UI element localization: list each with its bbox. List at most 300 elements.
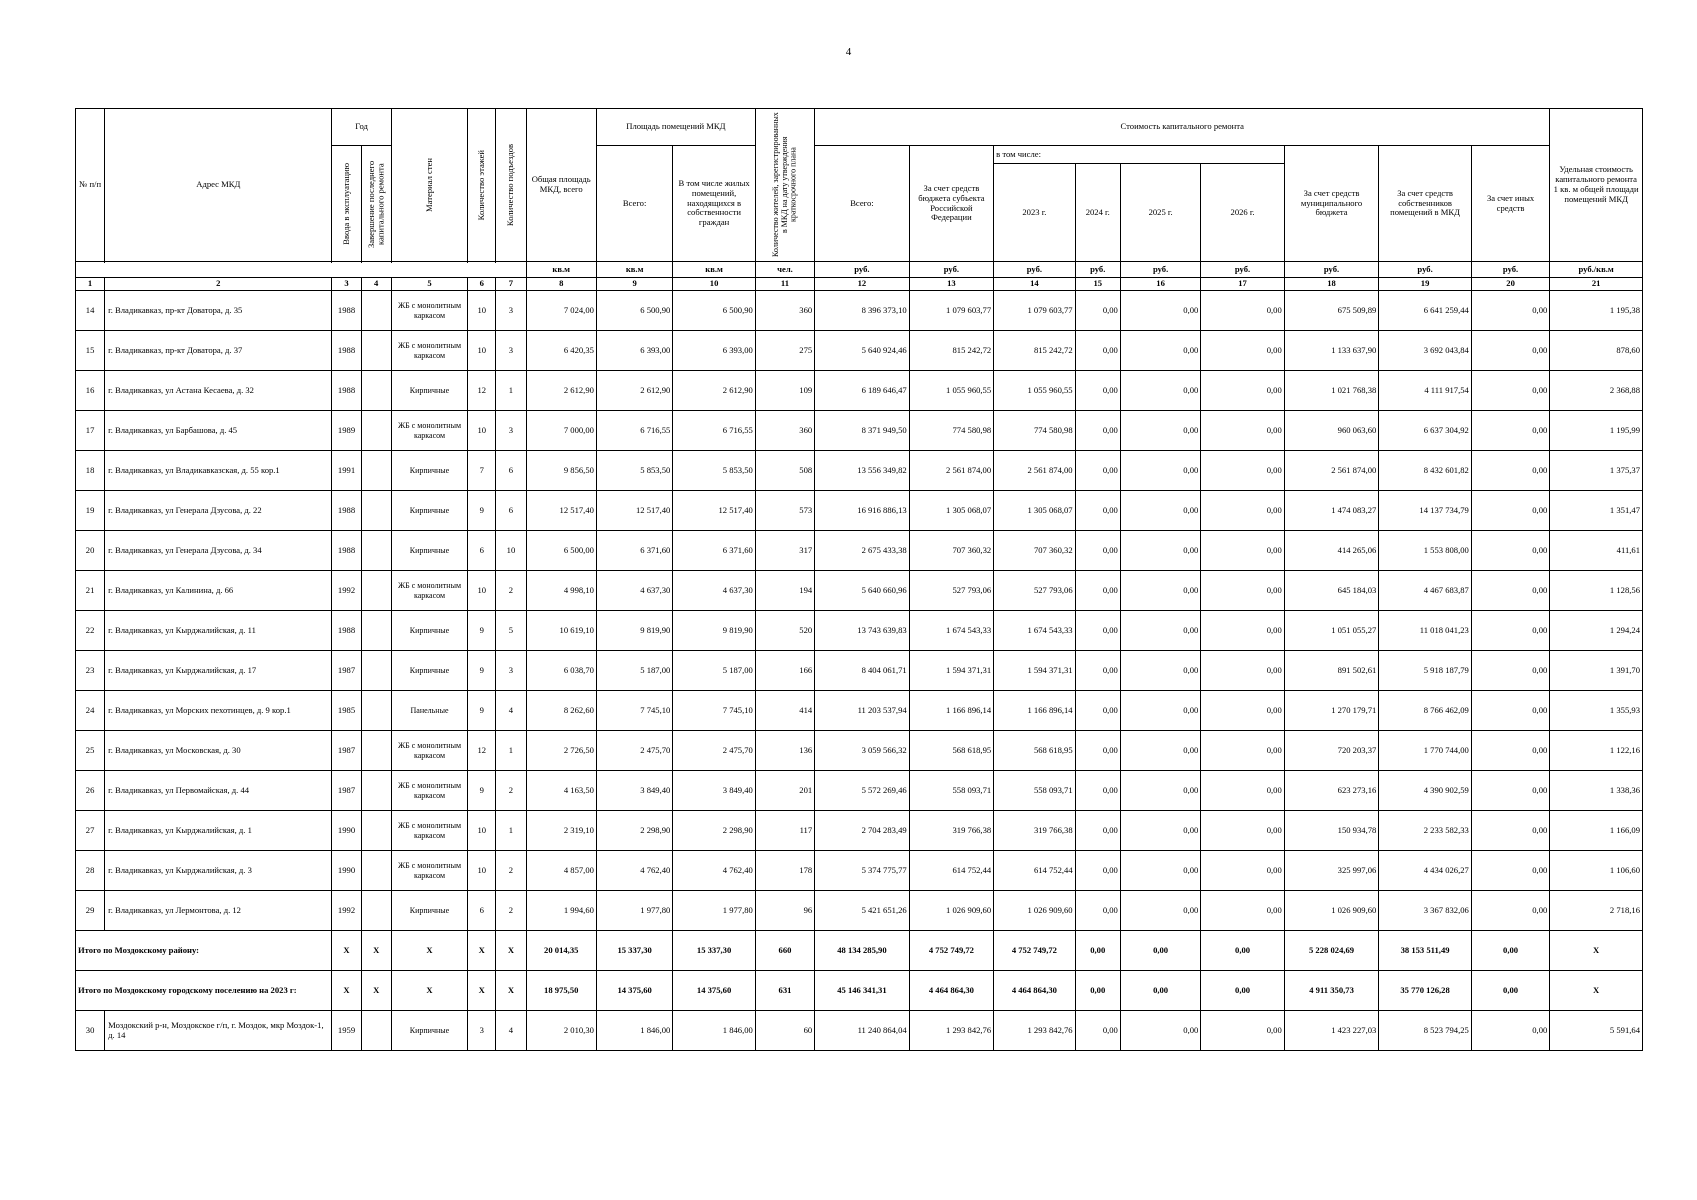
cell-entrances: 6 [496,451,526,491]
cell-other: 0,00 [1471,571,1549,611]
cell-cost-total: 2 704 283,49 [815,811,910,851]
cell-other: 0,00 [1471,771,1549,811]
col-header-floors: Количество этажей [476,149,487,221]
cell-floors: 9 [468,491,496,531]
cell-entrances: 2 [496,771,526,811]
cell-total-area: 10 619,10 [526,611,596,651]
cell-other: 0,00 [1471,371,1549,411]
cell-c2026: 0,00 [1201,891,1284,931]
col-header-year-commission: Ввода в эксплуатацию [340,162,351,245]
cell-owners: 6 641 259,44 [1379,291,1472,331]
total-cell-cost-total: 48 134 285,90 [815,931,910,971]
cell-cost-regional: 1 293 842,76 [909,1011,993,1051]
col-header-including: в том числе: [994,146,1285,164]
unit-cell: руб./кв.м [1550,262,1643,278]
cell-floors: 10 [468,411,496,451]
total-cell-c2024: 0,00 [1075,931,1120,971]
cell-floors: 7 [468,451,496,491]
total-cell-material: X [391,971,467,1011]
cell-municipal: 325 997,06 [1284,851,1379,891]
cell-c2026: 0,00 [1201,491,1284,531]
cell-area-res: 5 853,50 [673,451,755,491]
cell-total-area: 6 500,00 [526,531,596,571]
cell-area-total: 6 393,00 [596,331,672,371]
column-number-cell: 5 [391,278,467,291]
cell-material: ЖБ с монолитным каркасом [391,411,467,451]
cell-c2025: 0,00 [1120,291,1200,331]
cell-total-area: 12 517,40 [526,491,596,531]
cell-area-total: 6 716,55 [596,411,672,451]
column-number-cell: 7 [496,278,526,291]
cell-area-res: 2 612,90 [673,371,755,411]
cell-area-total: 5 853,50 [596,451,672,491]
cell-address: г. Владикавказ, ул Генерала Дзусова, д. 34 [105,531,332,571]
cell-no: 19 [76,491,105,531]
cell-address: г. Владикавказ, ул Калинина, д. 66 [105,571,332,611]
cell-entrances: 3 [496,331,526,371]
cell-no: 30 [76,1011,105,1051]
cell-unit: 5 591,64 [1550,1011,1643,1051]
total-cell-entrances: X [496,971,526,1011]
cell-residents: 96 [755,891,814,931]
unit-cell: руб. [1379,262,1472,278]
cell-c2025: 0,00 [1120,771,1200,811]
cell-floors: 9 [468,651,496,691]
table-row [76,331,1643,371]
cell-floors: 10 [468,811,496,851]
col-header-year-group: Год [332,109,391,146]
total-cell-c2026: 0,00 [1201,931,1284,971]
cell-cost-regional: 1 055 960,55 [909,371,993,411]
total-cell-label: Итого по Моздокскому району: [76,931,332,971]
cell-floors: 9 [468,771,496,811]
col-header-entrances: Количество подъездов [505,143,516,227]
cell-no: 23 [76,651,105,691]
unit-cell: кв.м [673,262,755,278]
cell-c2025: 0,00 [1120,531,1200,571]
cell-material: Панельные [391,691,467,731]
col-header-area-group: Площадь помещений МКД [596,109,755,146]
cell-area-total: 2 612,90 [596,371,672,411]
cell-owners: 3 367 832,06 [1379,891,1472,931]
cell-unit: 411,61 [1550,531,1643,571]
total-cell-area-res: 15 337,30 [673,931,755,971]
unit-cell: руб. [1471,262,1549,278]
cell-area-total: 6 500,90 [596,291,672,331]
unit-cell: руб. [815,262,910,278]
cell-cost-regional: 1 305 068,07 [909,491,993,531]
cell-address: г. Владикавказ, ул Первомайская, д. 44 [105,771,332,811]
total-cell-total-area: 18 975,50 [526,971,596,1011]
cell-year: 1990 [332,811,361,851]
cell-cost-total: 5 572 269,46 [815,771,910,811]
column-number-cell: 8 [526,278,596,291]
cell-municipal: 1 133 637,90 [1284,331,1379,371]
cell-cost-total: 5 640 660,96 [815,571,910,611]
cell-address: г. Владикавказ, ул Астана Кесаева, д. 32 [105,371,332,411]
cell-c2024: 0,00 [1075,731,1120,771]
cell-total-area: 6 420,35 [526,331,596,371]
cell-year: 1985 [332,691,361,731]
cell-no: 28 [76,851,105,891]
cell-area-total: 6 371,60 [596,531,672,571]
cell-cost-regional: 614 752,44 [909,851,993,891]
cell-cost-regional: 707 360,32 [909,531,993,571]
cell-area-total: 7 745,10 [596,691,672,731]
col-header-2025: 2025 г. [1120,164,1200,262]
cell-area-res: 1 846,00 [673,1011,755,1051]
cell-last-repair [361,531,391,571]
cell-unit: 1 166,09 [1550,811,1643,851]
cell-residents: 117 [755,811,814,851]
cell-last-repair [361,331,391,371]
cell-floors: 10 [468,851,496,891]
column-number-cell: 1 [76,278,105,291]
col-header-cost-owners: За счет средств собственников помещений в МКД [1379,146,1472,262]
column-number-cell: 14 [994,278,1075,291]
cell-floors: 10 [468,331,496,371]
total-row [76,931,1643,971]
cell-municipal: 623 273,16 [1284,771,1379,811]
cell-c2025: 0,00 [1120,891,1200,931]
cell-c2025: 0,00 [1120,851,1200,891]
cell-other: 0,00 [1471,891,1549,931]
cell-cost-regional: 1 674 543,33 [909,611,993,651]
cell-c2024: 0,00 [1075,891,1120,931]
col-header-cost-group: Стоимость капитального ремонта [815,109,1550,146]
cell-residents: 201 [755,771,814,811]
cell-floors: 9 [468,691,496,731]
cell-last-repair [361,611,391,651]
cell-owners: 6 637 304,92 [1379,411,1472,451]
cell-area-total: 1 977,80 [596,891,672,931]
total-cell-c2024: 0,00 [1075,971,1120,1011]
cell-c2026: 0,00 [1201,371,1284,411]
cell-no: 27 [76,811,105,851]
cell-c2026: 0,00 [1201,611,1284,651]
cell-c2024: 0,00 [1075,651,1120,691]
cell-cost-total: 8 404 061,71 [815,651,910,691]
cell-owners: 1 553 808,00 [1379,531,1472,571]
cell-material: ЖБ с монолитным каркасом [391,571,467,611]
cell-entrances: 4 [496,1011,526,1051]
table-row [76,291,1643,331]
cell-address: г. Владикавказ, ул Кырджалийская, д. 11 [105,611,332,651]
cell-year: 1987 [332,771,361,811]
cell-area-res: 2 298,90 [673,811,755,851]
cell-material: Кирпичные [391,531,467,571]
cell-material: ЖБ с монолитным каркасом [391,771,467,811]
cell-c2024: 0,00 [1075,571,1120,611]
cell-owners: 1 770 744,00 [1379,731,1472,771]
cell-municipal: 1 021 768,38 [1284,371,1379,411]
cell-c2025: 0,00 [1120,371,1200,411]
cell-cost-regional: 2 561 874,00 [909,451,993,491]
cell-owners: 11 018 041,23 [1379,611,1472,651]
total-cell-c2023: 4 464 864,30 [994,971,1075,1011]
total-cell-owners: 38 153 511,49 [1379,931,1472,971]
col-header-total-area: Общая площадь МКД, всего [526,109,596,262]
cell-last-repair [361,571,391,611]
cell-floors: 10 [468,291,496,331]
col-header-area-residential: В том числе жилых помещений, находящихся в собственности граждан [673,146,755,262]
cell-area-total: 12 517,40 [596,491,672,531]
cell-no: 14 [76,291,105,331]
cell-entrances: 1 [496,731,526,771]
cell-c2025: 0,00 [1120,451,1200,491]
cell-unit: 2 368,88 [1550,371,1643,411]
unit-cell: руб. [994,262,1075,278]
cell-c2023: 1 079 603,77 [994,291,1075,331]
cell-c2023: 1 594 371,31 [994,651,1075,691]
cell-floors: 6 [468,891,496,931]
cell-area-res: 6 500,90 [673,291,755,331]
cell-no: 25 [76,731,105,771]
cell-material: Кирпичные [391,451,467,491]
cell-material: Кирпичные [391,891,467,931]
cell-cost-regional: 1 079 603,77 [909,291,993,331]
cell-area-res: 5 187,00 [673,651,755,691]
cell-material: ЖБ с монолитным каркасом [391,731,467,771]
cell-c2026: 0,00 [1201,411,1284,451]
cell-cost-regional: 527 793,06 [909,571,993,611]
cell-owners: 5 918 187,79 [1379,651,1472,691]
unit-cell: руб. [909,262,993,278]
cell-other: 0,00 [1471,1011,1549,1051]
cell-owners: 14 137 734,79 [1379,491,1472,531]
cell-total-area: 2 726,50 [526,731,596,771]
table-row [76,611,1643,651]
cell-unit: 1 294,24 [1550,611,1643,651]
total-cell-c2023: 4 752 749,72 [994,931,1075,971]
column-number-cell: 4 [361,278,391,291]
table-row [76,491,1643,531]
cell-no: 29 [76,891,105,931]
cell-material: Кирпичные [391,1011,467,1051]
cell-c2024: 0,00 [1075,491,1120,531]
cell-year: 1987 [332,731,361,771]
cell-last-repair [361,891,391,931]
cell-no: 22 [76,611,105,651]
cell-cost-regional: 1 594 371,31 [909,651,993,691]
cell-area-total: 9 819,90 [596,611,672,651]
cell-c2024: 0,00 [1075,411,1120,451]
cell-floors: 6 [468,531,496,571]
unit-cell: руб. [1075,262,1120,278]
col-header-cost-municipal: За счет средств муниципального бюджета [1284,146,1379,262]
total-cell-area-res: 14 375,60 [673,971,755,1011]
cell-area-res: 3 849,40 [673,771,755,811]
table-row [76,851,1643,891]
cell-c2023: 319 766,38 [994,811,1075,851]
cell-owners: 4 390 902,59 [1379,771,1472,811]
table-row [76,451,1643,491]
cell-unit: 1 128,56 [1550,571,1643,611]
units-row [76,262,1643,278]
cell-last-repair [361,731,391,771]
total-cell-last-repair: X [361,971,391,1011]
cell-address: г. Владикавказ, ул Владикавказская, д. 55 кор.1 [105,451,332,491]
col-header-2024: 2024 г. [1075,164,1120,262]
cell-entrances: 5 [496,611,526,651]
cell-c2026: 0,00 [1201,1011,1284,1051]
cell-floors: 12 [468,731,496,771]
col-header-address: Адрес МКД [105,109,332,262]
cell-total-area: 4 998,10 [526,571,596,611]
column-number-cell: 12 [815,278,910,291]
cell-no: 16 [76,371,105,411]
total-cell-residents: 631 [755,971,814,1011]
cell-last-repair [361,811,391,851]
column-number-cell: 11 [755,278,814,291]
cell-other: 0,00 [1471,651,1549,691]
cell-c2026: 0,00 [1201,691,1284,731]
cell-address: г. Владикавказ, ул Московская, д. 30 [105,731,332,771]
cell-year: 1990 [332,851,361,891]
cell-total-area: 4 163,50 [526,771,596,811]
cell-residents: 360 [755,411,814,451]
table-row [76,811,1643,851]
column-number-cell: 2 [105,278,332,291]
cell-c2023: 774 580,98 [994,411,1075,451]
cell-cost-regional: 568 618,95 [909,731,993,771]
col-header-no: № п/п [76,109,105,262]
cell-other: 0,00 [1471,811,1549,851]
column-number-cell: 3 [332,278,361,291]
cell-c2026: 0,00 [1201,651,1284,691]
cell-total-area: 8 262,60 [526,691,596,731]
total-cell-area-total: 14 375,60 [596,971,672,1011]
cell-last-repair [361,451,391,491]
cell-entrances: 1 [496,371,526,411]
cell-total-area: 6 038,70 [526,651,596,691]
cell-c2026: 0,00 [1201,531,1284,571]
cell-c2024: 0,00 [1075,811,1120,851]
cell-total-area: 4 857,00 [526,851,596,891]
cell-c2025: 0,00 [1120,731,1200,771]
column-number-cell: 9 [596,278,672,291]
cell-year: 1988 [332,371,361,411]
cell-area-res: 7 745,10 [673,691,755,731]
cell-c2025: 0,00 [1120,411,1200,451]
cell-material: Кирпичные [391,491,467,531]
cell-area-total: 2 298,90 [596,811,672,851]
cell-c2023: 1 055 960,55 [994,371,1075,411]
cell-material: ЖБ с монолитным каркасом [391,811,467,851]
cell-c2026: 0,00 [1201,451,1284,491]
cell-no: 15 [76,331,105,371]
cell-floors: 3 [468,1011,496,1051]
table-row [76,531,1643,571]
col-header-cost-regional: За счет средств бюджета субъекта Российской Федерации [909,146,993,262]
col-header-cost-total: Всего: [815,146,910,262]
unit-cell: кв.м [596,262,672,278]
cell-last-repair [361,771,391,811]
cell-c2025: 0,00 [1120,491,1200,531]
cell-unit: 1 195,99 [1550,411,1643,451]
cell-residents: 508 [755,451,814,491]
cell-year: 1959 [332,1011,361,1051]
cell-residents: 109 [755,371,814,411]
page-number: 4 [845,46,852,58]
cell-c2023: 1 305 068,07 [994,491,1075,531]
cell-material: ЖБ с монолитным каркасом [391,331,467,371]
col-header-wall-material: Материал стен [423,157,434,212]
column-number-cell: 19 [1379,278,1472,291]
cell-no: 20 [76,531,105,571]
column-number-cell: 17 [1201,278,1284,291]
cell-no: 24 [76,691,105,731]
cell-residents: 520 [755,611,814,651]
cell-other: 0,00 [1471,331,1549,371]
total-cell-municipal: 5 228 024,69 [1284,931,1379,971]
total-cell-other: 0,00 [1471,931,1549,971]
cell-owners: 8 766 462,09 [1379,691,1472,731]
table-row [76,651,1643,691]
cell-entrances: 2 [496,891,526,931]
cell-other: 0,00 [1471,451,1549,491]
cell-c2026: 0,00 [1201,571,1284,611]
cell-cost-total: 13 556 349,82 [815,451,910,491]
cell-total-area: 2 319,10 [526,811,596,851]
unit-cell: руб. [1120,262,1200,278]
cell-residents: 573 [755,491,814,531]
table-row [76,691,1643,731]
cell-municipal: 720 203,37 [1284,731,1379,771]
total-cell-cost-regional: 4 752 749,72 [909,931,993,971]
cell-last-repair [361,651,391,691]
cell-c2023: 1 293 842,76 [994,1011,1075,1051]
total-cell-year: X [332,931,361,971]
cell-entrances: 6 [496,491,526,531]
cell-c2023: 527 793,06 [994,571,1075,611]
cell-cost-total: 2 675 433,38 [815,531,910,571]
cell-other: 0,00 [1471,411,1549,451]
cell-c2024: 0,00 [1075,611,1120,651]
cell-area-res: 4 762,40 [673,851,755,891]
total-cell-c2025: 0,00 [1120,931,1200,971]
cell-entrances: 10 [496,531,526,571]
cell-c2026: 0,00 [1201,811,1284,851]
cell-material: Кирпичные [391,651,467,691]
cell-c2025: 0,00 [1120,691,1200,731]
cell-last-repair [361,291,391,331]
cell-residents: 360 [755,291,814,331]
cell-other: 0,00 [1471,291,1549,331]
cell-cost-regional: 1 026 909,60 [909,891,993,931]
cell-cost-regional: 1 166 896,14 [909,691,993,731]
table-row [76,891,1643,931]
cell-area-res: 12 517,40 [673,491,755,531]
cell-year: 1988 [332,331,361,371]
cell-area-total: 4 637,30 [596,571,672,611]
cell-year: 1987 [332,651,361,691]
cell-entrances: 3 [496,651,526,691]
cell-last-repair [361,491,391,531]
unit-cell: руб. [1201,262,1284,278]
cell-cost-regional: 558 093,71 [909,771,993,811]
cell-cost-total: 5 421 651,26 [815,891,910,931]
cell-c2026: 0,00 [1201,331,1284,371]
cell-last-repair [361,371,391,411]
column-number-row [76,278,1643,291]
cell-c2025: 0,00 [1120,571,1200,611]
total-row [76,971,1643,1011]
cell-c2023: 815 242,72 [994,331,1075,371]
cell-address: Моздокский р-н, Моздокское г/п, г. Моздок, мкр Моздок-1, д. 14 [105,1011,332,1051]
cell-cost-total: 8 396 373,10 [815,291,910,331]
cell-entrances: 1 [496,811,526,851]
